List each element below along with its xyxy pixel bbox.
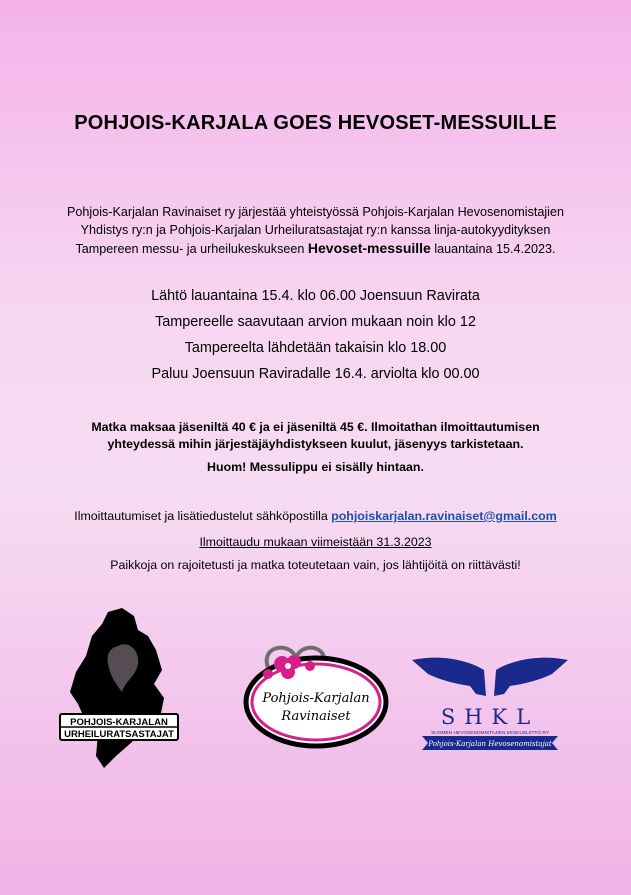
intro-line-2: Yhdistys ry:n ja Pohjois-Karjalan Urheiluratsastajat ry:n kanssa linja-autokyydityksen — [80, 223, 551, 237]
deadline-text: Ilmoittaudu mukaan viimeistään 31.3.2023 — [199, 535, 432, 549]
ravinaiset-logo — [238, 640, 390, 755]
schedule-item: Paluu Joensuun Raviradalle 16.4. arviolta klo 00.00 — [151, 366, 480, 382]
urheilu-logo-line-1: POHJOIS-KARJALAN — [70, 717, 168, 728]
ticket-note: Huom! Messulippu ei sisälly hintaan. — [207, 460, 424, 474]
ravinaiset-logo-line-2: Ravinaiset — [281, 709, 351, 724]
shkl-logo — [410, 650, 570, 760]
horse-heads-icon — [412, 658, 568, 696]
urheilu-logo-line-2: URHEILURATSASTAJAT — [64, 729, 174, 740]
intro-line-3 — [30, 239, 601, 258]
map-silhouette-shape — [70, 608, 164, 768]
shkl-banner-text: Pohjois-Karjalan Hevosenomistajat — [428, 740, 552, 748]
price-info — [40, 419, 591, 453]
intro-line-3-suffix: lauantaina 15.4.2023. — [430, 242, 556, 256]
schedule-item: Lähtö lauantaina 15.4. klo 06.00 Joensuun Ravirata — [151, 288, 480, 304]
schedule-item: Tampereelta lähdetään takaisin klo 18.00 — [184, 340, 447, 356]
price-line-2: yhteydessä mihin järjestäjäyhdistykseen kuulut, jäsenyys tarkistetaan. — [107, 437, 524, 451]
shkl-subtitle: SUOMEN HEVOSENOMISTAJIEN KESKUSLIITTO RY — [431, 731, 549, 736]
intro-line-1: Pohjois-Karjalan Ravinaiset ry järjestää yhteistyössä Pohjois-Karjalan Hevosenomistajien — [67, 205, 564, 219]
urheiluratsastajat-logo — [56, 606, 186, 771]
email-link[interactable]: pohjoiskarjalan.ravinaiset@gmail.com — [331, 509, 557, 523]
contact-text: Ilmoittautumiset ja lisätiedustelut sähköpostilla — [74, 509, 332, 523]
limited-seats-text: Paikkoja on rajoitetusti ja matka toteutetaan vain, jos lähtijöitä on riittävästi! — [110, 558, 521, 572]
event-name: Hevoset-messuille — [307, 240, 431, 256]
shkl-name: SHKL — [440, 705, 540, 729]
intro-paragraph — [30, 203, 601, 258]
page-title: POHJOIS-KARJALA GOES HEVOSET-MESSUILLE — [74, 112, 557, 134]
schedule-item: Tampereelle saavutaan arvion mukaan noin klo 12 — [155, 314, 476, 330]
contact-line — [0, 509, 631, 523]
intro-line-3-prefix: Tampereen messu- ja urheilukeskukseen — [75, 242, 308, 256]
ravinaiset-logo-line-1: Pohjois-Karjalan — [262, 691, 370, 706]
schedule-list — [0, 287, 631, 391]
price-line-1: Matka maksaa jäseniltä 40 € ja ei jäseniltä 45 €. Ilmoitathan ilmoittautumisen — [91, 420, 540, 434]
